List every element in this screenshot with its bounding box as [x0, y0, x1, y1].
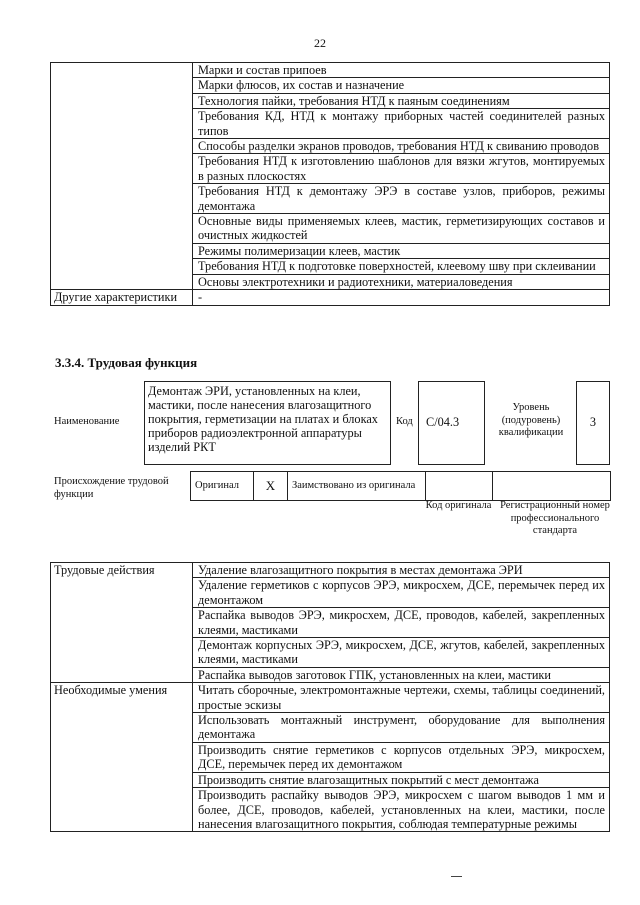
table-row — [51, 563, 610, 578]
reg-number-cell — [493, 472, 611, 501]
origin-table — [190, 471, 611, 501]
code-caption: Код оригинала — [425, 500, 492, 511]
group-label: Необходимые умения — [51, 683, 193, 832]
table-cell: Удаление влагозащитного покрытия в местах демонтажа ЭРИ — [193, 563, 610, 578]
table-cell: Читать сборочные, электромонтажные чертежи, схемы, таблицы соединений, простые эскизы — [193, 683, 610, 713]
table-cell: Требования КД, НТД к монтажу приборных частей соединителей разных типов — [193, 109, 610, 139]
table-cell: Технология пайки, требования НТД к паяным соединениям — [193, 93, 610, 108]
table-cell: Распайка выводов заготовок ГПК, установленных на клеи, мастики — [193, 667, 610, 682]
group-label: Трудовые действия — [51, 563, 193, 683]
table-row — [51, 63, 610, 78]
function-code: С/04.3 — [418, 381, 485, 465]
section-title: 3.3.4. Трудовая функция — [55, 355, 198, 370]
table-cell: Производить распайку выводов ЭРЭ, микросхем с шагом выводов 1 мм и более, ДСЕ, проводов, кабелей, установленных на клеи, мастики, после нанесения влагозащитного покрытия, соблюдая температурные режимы — [193, 788, 610, 832]
table-cell: Демонтаж корпусных ЭРЭ, микросхем, ДСЕ, жгутов, кабелей, закрепленных клеями, мастиками — [193, 638, 610, 668]
page-number: 22 — [314, 36, 326, 50]
function-name: Демонтаж ЭРИ, установленных на клеи, мастики, после нанесения влагозащитного покрытия, герметизации на платах и блоках приборов радиоэлектронной аппаратуры изделий РКТ — [144, 381, 391, 465]
level-label: Уровень (подуровень) квалификации — [498, 402, 564, 438]
actions-table — [50, 562, 610, 832]
table-cell: Основы электротехники и радиотехники, материаловедения — [193, 274, 610, 289]
table-cell: Марки флюсов, их состав и назначение — [193, 78, 610, 93]
knowledge-table — [50, 62, 610, 306]
reg-caption: Регистрационный номер профессионального стандарта — [500, 500, 610, 536]
table-cell: Требования НТД к демонтажу ЭРЭ в составе узлов, приборов, режимы демонтажа — [193, 184, 610, 214]
table-cell: Режимы полимеризации клеев, мастик — [193, 243, 610, 258]
table-cell: Требования НТД к изготовлению шаблонов для вязки жгутов, монтируемых в разных плоскостях — [193, 154, 610, 184]
table-cell: Марки и состав припоев — [193, 63, 610, 78]
borrowed-label: Заимствовано из оригинала — [288, 472, 426, 501]
table-cell: Производить снятие герметиков с корпусов отдельных ЭРЭ, микросхем, ДСЕ, перемычек перед их демонтажом — [193, 742, 610, 772]
origin-label: Происхождение трудовой функции — [54, 476, 169, 500]
original-mark: X — [254, 472, 288, 501]
code-label: Код — [396, 416, 413, 427]
table-cell: Удаление герметиков с корпусов ЭРЭ, микросхем, ДСЕ, перемычек перед их демонтажом — [193, 578, 610, 608]
table-cell: Основные виды применяемых клеев, мастик, герметизирующих составов и очистных жидкостей — [193, 214, 610, 244]
row-label — [51, 63, 193, 290]
footer-mark — [451, 876, 462, 877]
table-cell: Производить снятие влагозащитных покрытий с мест демонтажа — [193, 772, 610, 787]
table-cell: - — [193, 290, 610, 305]
table-cell: Использовать монтажный инструмент, оборудование для выполнения демонтажа — [193, 713, 610, 743]
table-cell: Распайка выводов ЭРЭ, микросхем, ДСЕ, проводов, кабелей, закрепленных клеями, мастиками — [193, 608, 610, 638]
table-cell: Требования НТД к подготовке поверхностей, клеевому шву при склеивании — [193, 259, 610, 274]
name-label: Наименование — [54, 416, 120, 427]
table-row — [51, 683, 610, 713]
original-label: Оригинал — [191, 472, 254, 501]
table-row — [51, 290, 610, 305]
row-label: Другие характеристики — [51, 290, 193, 305]
qualification-level: 3 — [576, 381, 610, 465]
table-row — [191, 472, 611, 501]
table-cell: Способы разделки экранов проводов, требования НТД к свиванию проводов — [193, 139, 610, 154]
original-code-cell — [426, 472, 493, 501]
